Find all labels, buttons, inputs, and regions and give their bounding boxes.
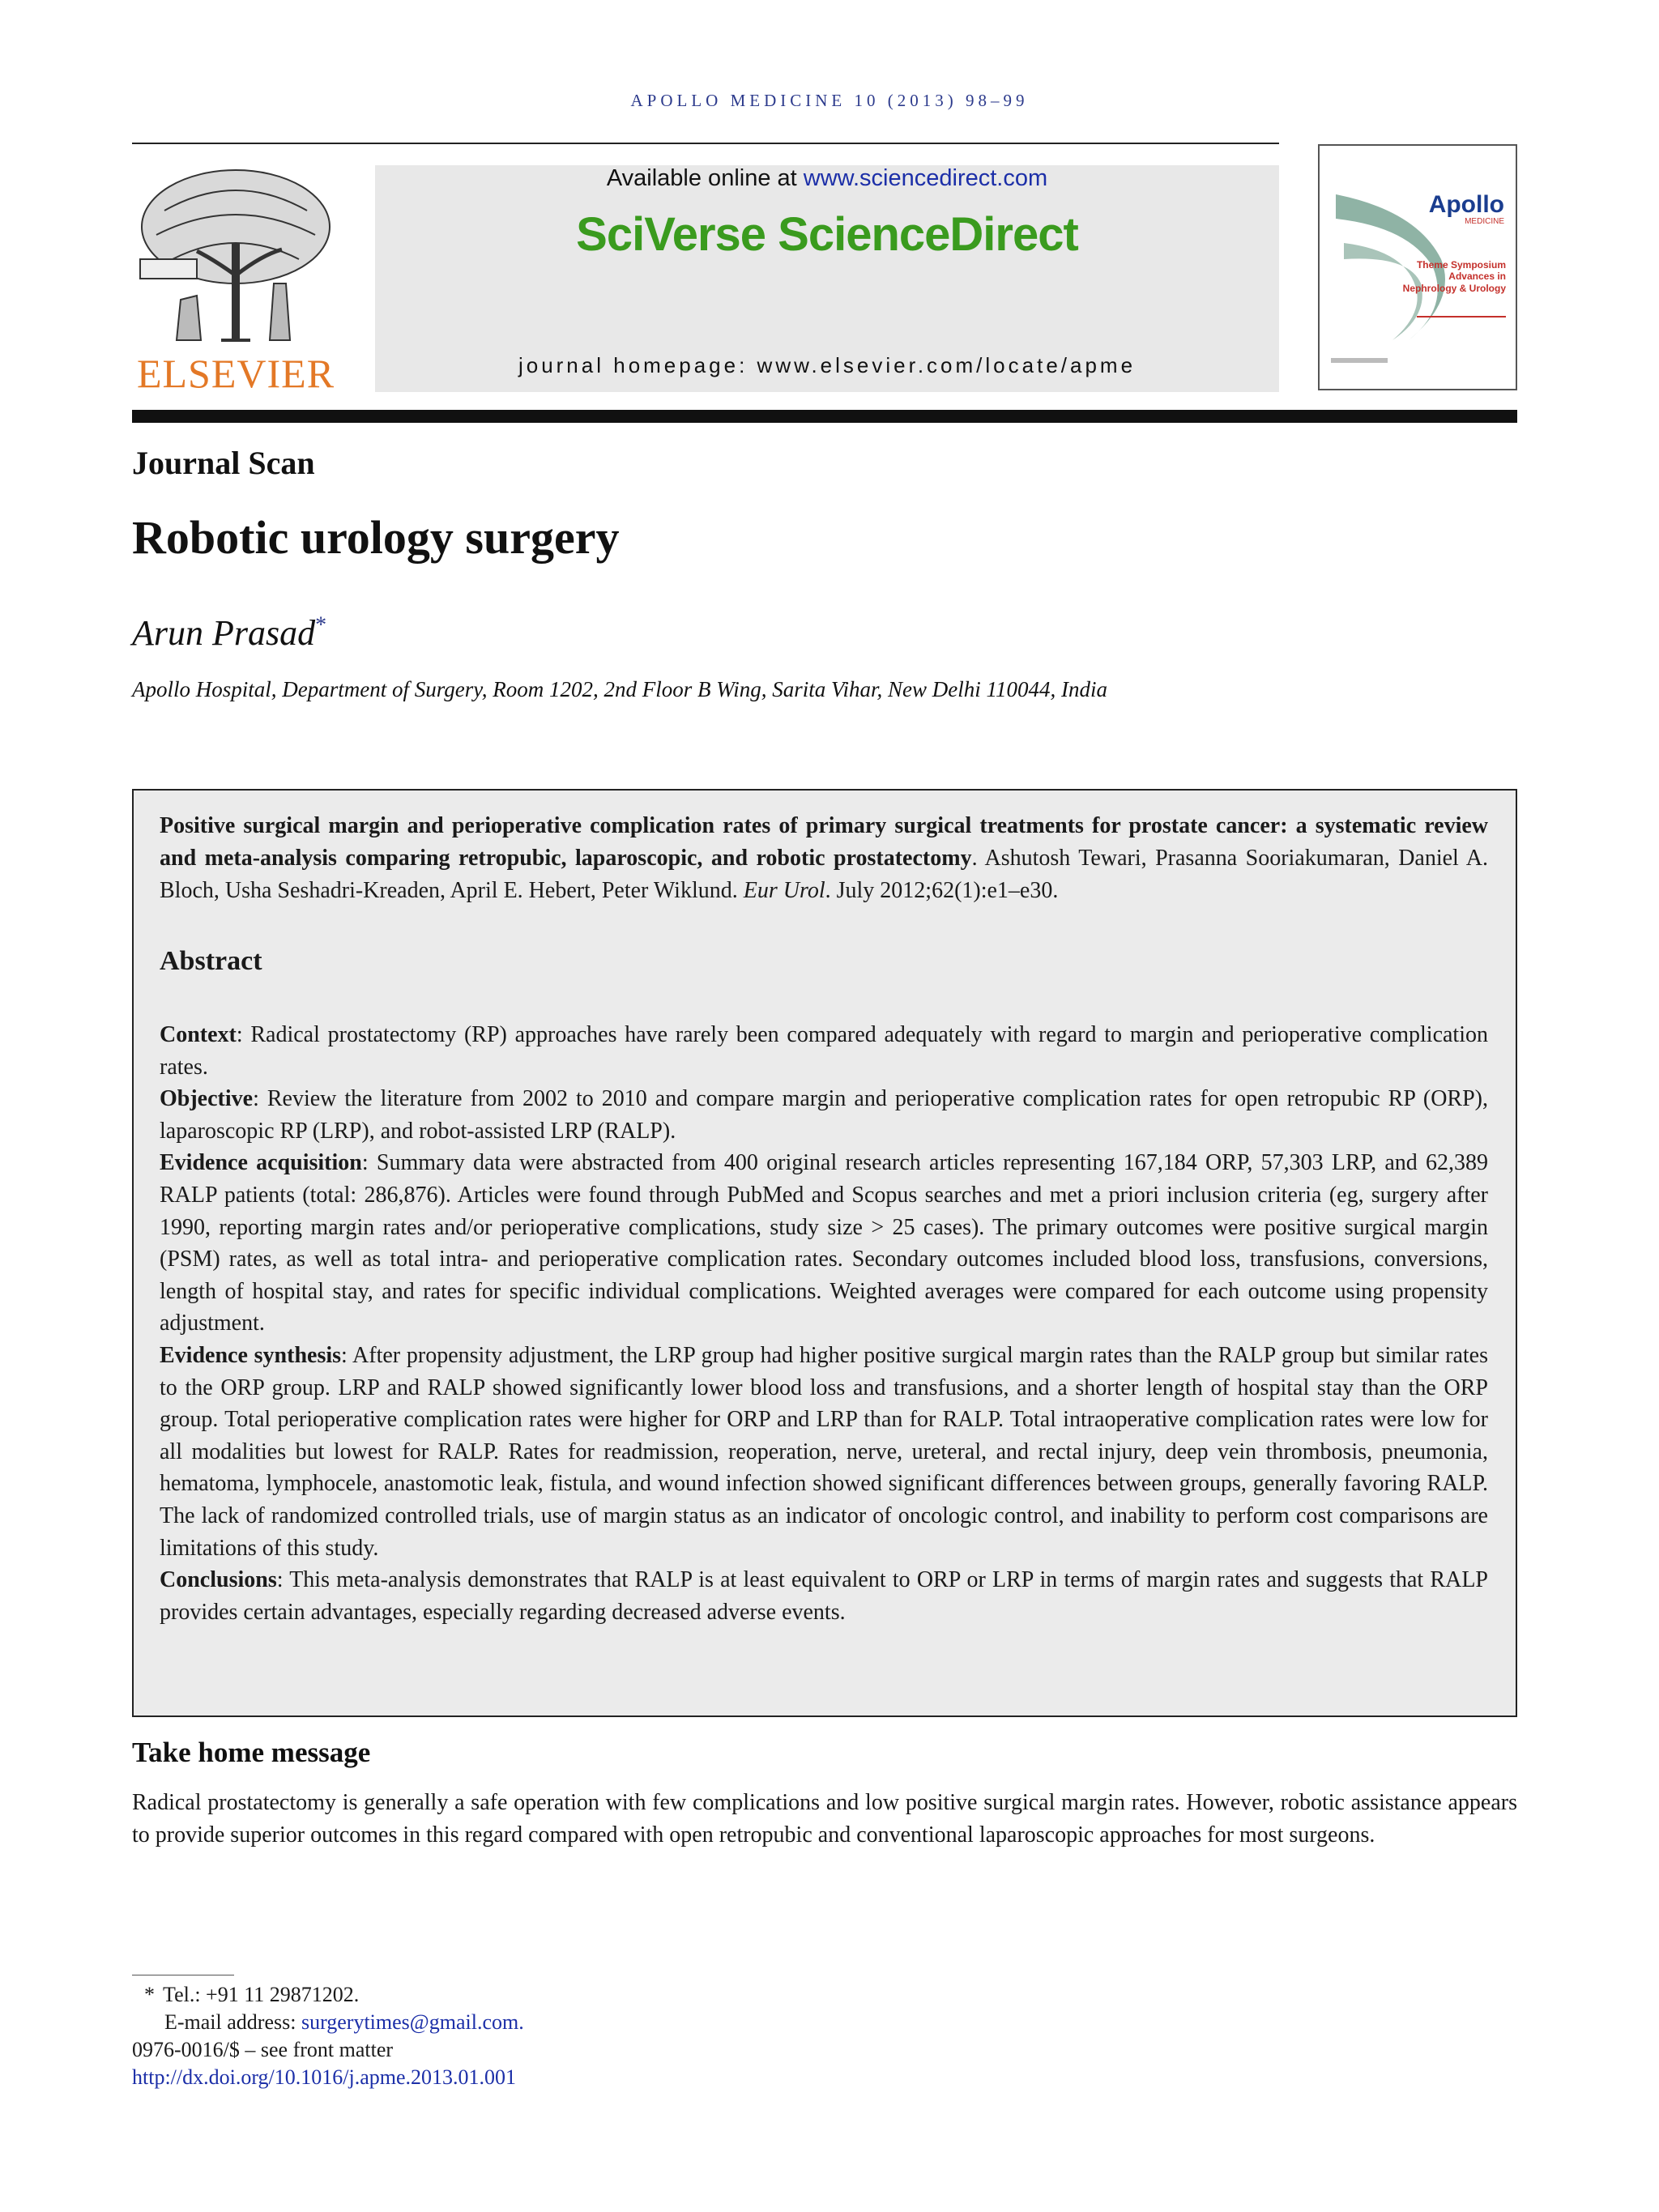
author-name: Arun Prasad <box>132 613 316 653</box>
abstract-section-label: Context <box>160 1022 237 1047</box>
email-link[interactable]: surgerytimes@gmail.com <box>301 2010 519 2034</box>
author-line <box>132 612 326 654</box>
abstract-conclusions <box>160 1564 1488 1628</box>
abstract-section-text: : After propensity adjustment, the LRP group had higher positive surgical margin rates than the RALP group but similar rates to the ORP group. LRP and RALP showed significantly lower blood loss and transfusions, and a shorter length of hospital stay than the ORP group. Total perioperative complication rates were higher for ORP and LRP than for RALP. Total intraoperative complication rates were low for all modalities but lowest for RALP. Rates for readmission, reoperation, nerve, ureteral, and rectal injury, deep vein thrombosis, pneumonia, hematoma, lymphocele, anastomotic leak, fistula, and wound infection showed significant differences between groups, generally favoring RALP. The lack of randomized controlled trials, use of margin status as an indicator of oncologic control, and inability to perform cost comparisons are limitations of this study. <box>160 1342 1489 1561</box>
affiliation: Apollo Hospital, Department of Surgery, Room 1202, 2nd Floor B Wing, Sarita Vihar, New Delhi 110044, India <box>132 677 1107 701</box>
available-online-prefix: Available online at <box>606 165 804 191</box>
available-online-line <box>375 165 1279 192</box>
doi-link[interactable]: http://dx.doi.org/10.1016/j.apme.2013.01.001 <box>132 2065 517 2089</box>
cover-subtitle: MEDICINE <box>1465 217 1504 226</box>
sciverse-brand: SciVerse ScienceDirect <box>576 208 1078 261</box>
email-label: E-mail address: <box>164 2010 301 2034</box>
email-suffix: . <box>518 2010 524 2034</box>
take-home-heading: Take home message <box>132 1737 371 1768</box>
abstract-body <box>160 1019 1488 1628</box>
abstract-evidence-synthesis <box>160 1340 1488 1564</box>
abstract-box <box>132 789 1517 1717</box>
abstract-context <box>160 1019 1488 1083</box>
abstract-section-text: : Review the literature from 2002 to 2010 and compare margin and perioperative complication rates for open retropubic RP (ORP), laparoscopic RP (LRP), and robot-assisted LRP (RALP). <box>160 1086 1488 1144</box>
journal-cover[interactable] <box>1318 144 1517 390</box>
abstract-section-label: Objective <box>160 1086 254 1112</box>
reviewed-article-title: Positive surgical margin and perioperative complication rates of primary surgical treatments for prostate cancer: a systematic review and meta-analysis comparing retropubic, laparoscopic, and robotic prostatectomy <box>160 813 1488 871</box>
elsevier-wordmark: ELSEVIER <box>136 351 335 396</box>
footnotes <box>132 1981 524 2091</box>
issn-line: 0976-0016/$ – see front matter <box>132 2038 394 2061</box>
footnote-marker: * <box>144 1983 155 2006</box>
footnote-email <box>132 2009 524 2036</box>
abstract-section-text: : This meta-analysis demonstrates that RALP is at least equivalent to ORP or LRP in terms of margin rates and suggests that RALP provides certain advantages, especially regarding decreased adverse events. <box>160 1567 1488 1625</box>
abstract-section-label: Conclusions <box>160 1567 277 1593</box>
cover-title: Apollo <box>1428 191 1504 218</box>
elsevier-logo[interactable] <box>132 162 339 397</box>
journal-homepage[interactable]: journal homepage: www.elsevier.com/locate/apme <box>518 353 1137 377</box>
reviewed-article-journal: Eur Urol <box>743 878 825 903</box>
sciencedirect-banner <box>375 165 1279 392</box>
section-label: Journal Scan <box>132 445 315 481</box>
reviewed-article-citation <box>160 810 1488 907</box>
abstract-section-label: Evidence synthesis <box>160 1342 342 1368</box>
abstract-evidence-acquisition <box>160 1147 1488 1340</box>
telephone: Tel.: +91 11 29871202. <box>163 1983 360 2006</box>
abstract-heading: Abstract <box>160 946 262 976</box>
take-home-text: Radical prostatectomy is generally a safe operation with few complications and low positive surgical margin rates. However, robotic assistance appears to provide superior outcomes in this regard compared with open retropubic and conventional laparoscopic approaches for most surgeons. <box>132 1790 1517 1848</box>
abstract-section-label: Evidence acquisition <box>160 1150 362 1176</box>
author-footnote-marker[interactable]: * <box>315 612 327 638</box>
sciencedirect-link[interactable]: www.sciencedirect.com <box>803 165 1048 191</box>
abstract-objective <box>160 1083 1488 1147</box>
footnote-tel <box>132 1981 524 2009</box>
reviewed-article-authors: . Ashutosh Tewari, Prasanna Sooriakumaran, Daniel A. Bloch, Usha Seshadri-Kreaden, April E. Hebert, Peter Wiklund. <box>160 846 1488 903</box>
masthead-rule <box>132 410 1517 423</box>
running-head: APOLLO MEDICINE 10 (2013) 98–99 <box>630 91 1029 110</box>
elsevier-tree-icon <box>132 162 339 348</box>
abstract-section-text: : Summary data were abstracted from 400 original research articles representing 167,184 ORP, 57,303 LRP, and 62,389 RALP patients (total: 286,876). Articles were found through PubMed and Scopus searches and met a priori inclusion criteria (eg, surgery after 1990, reporting margin rates and/or perioperative complications, study size > 25 cases). The primary outcomes were positive surgical margin (PSM) rates, as well as total intra- and perioperative complication rates. Secondary outcomes included blood loss, transfusions, conversions, length of hospital stay, and rates for specific individual complications. Weighted averages were compared for each outcome using propensity adjustment. <box>160 1150 1489 1336</box>
abstract-section-text: : Radical prostatectomy (RP) approaches have rarely been compared adequately with regard to margin and perioperative complication rates. <box>160 1022 1488 1080</box>
article-title: Robotic urology surgery <box>132 511 620 564</box>
reviewed-article-details: . July 2012;62(1):e1–e30. <box>825 878 1059 903</box>
cover-theme: Theme Symposium Advances in Nephrology & Urology <box>1402 259 1506 294</box>
header-rule <box>132 143 1279 144</box>
